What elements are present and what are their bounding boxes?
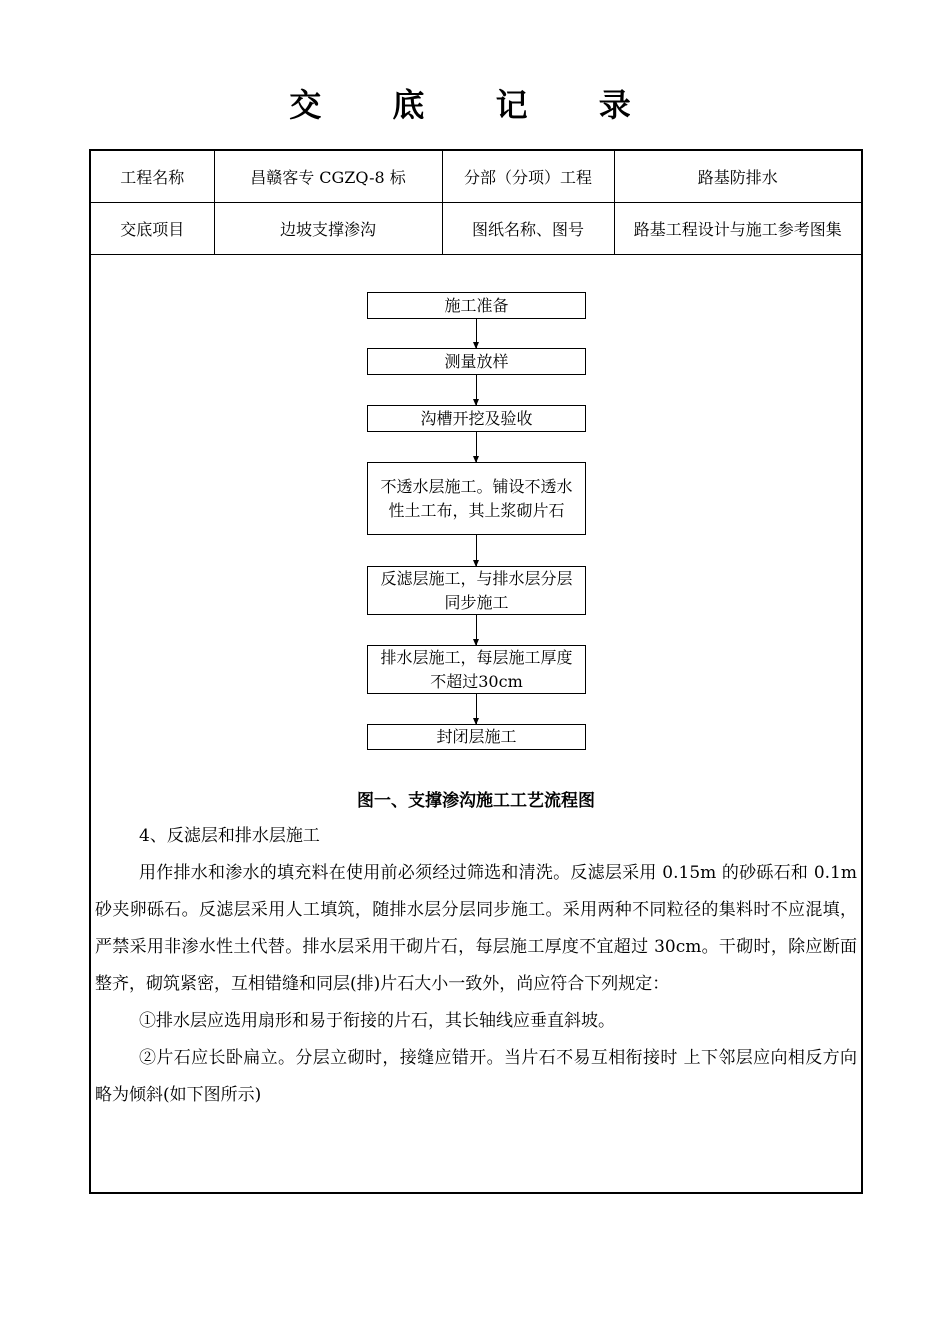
drawing-value: 路基工程设计与施工参考图集: [614, 203, 861, 255]
table-row: [91, 151, 861, 203]
flow-step-label: 封闭层施工: [436, 727, 517, 746]
flow-step-prepare: [367, 292, 586, 319]
flow-arrow: [476, 375, 477, 405]
flow-step-impermeable: [367, 462, 586, 535]
paragraph: ①排水层应选用扇形和易于衔接的片石，其长轴线应垂直斜坡。: [139, 1011, 615, 1031]
flow-step-trench: [367, 405, 586, 432]
flow-step-filter: [367, 566, 586, 615]
section-heading: 4、反滤层和排水层施工: [139, 826, 320, 846]
paragraph: 用作排水和渗水的填充料在使用前必须经过筛选和清洗。反滤层采用 0.15m 的砂砾石和 0.1m 砂夹卵砾石。反滤层采用人工填筑，随排水层分层同步施工。采用两种不同粒径的集料时不应混填，严禁采用非渗水性土代替。排水层采用干砌片石，每层施工厚度不宜超过 30cm。干砌时，除应断面整齐，砌筑紧密，互相错缝和同层(排)片石大小一致外，尚应符合下列规定：: [95, 863, 857, 994]
item-label: 交底项目: [91, 203, 214, 255]
table-row: [91, 203, 861, 255]
flow-step-label: 排水层施工，每层施工厚度不超过30cm: [380, 647, 573, 691]
project-name-value: 昌赣客专 CGZQ-8 标: [214, 151, 442, 203]
flow-step-seal: [367, 724, 586, 750]
flowchart-caption: 图一、支撑渗沟施工工艺流程图: [357, 791, 595, 811]
subproject-value: 路基防排水: [614, 151, 861, 203]
flow-step-drainage: [367, 645, 586, 694]
flow-arrow: [476, 535, 477, 566]
flow-step-label: 施工准备: [444, 295, 509, 315]
flow-step-label: 沟槽开挖及验收: [420, 408, 533, 428]
project-name-label: 工程名称: [91, 151, 214, 203]
flow-step-label: 测量放样: [444, 351, 509, 371]
page-title: 交 底 记 录: [289, 86, 661, 124]
drawing-label: 图纸名称、图号: [442, 203, 614, 255]
paragraph: ②片石应长卧扁立。分层立砌时，接缝应错开。当片石不易互相衔接时 上下邻层应向相反方向略为倾斜(如下图所示): [95, 1048, 857, 1105]
record-frame: [89, 149, 863, 1194]
subproject-label: 分部（分项）工程: [442, 151, 614, 203]
flow-step-label: 不透水层施工。铺设不透水性土工布，其上浆砌片石: [380, 476, 573, 520]
info-table: [91, 151, 861, 255]
flow-arrow: [476, 319, 477, 348]
item-value: 边坡支撑渗沟: [214, 203, 442, 255]
section-body: [95, 855, 857, 1114]
flow-arrow: [476, 694, 477, 724]
flow-step-label: 反滤层施工，与排水层分层同步施工: [380, 568, 573, 612]
flow-arrow: [476, 432, 477, 462]
flow-arrow: [476, 615, 477, 645]
flow-step-survey: [367, 348, 586, 375]
